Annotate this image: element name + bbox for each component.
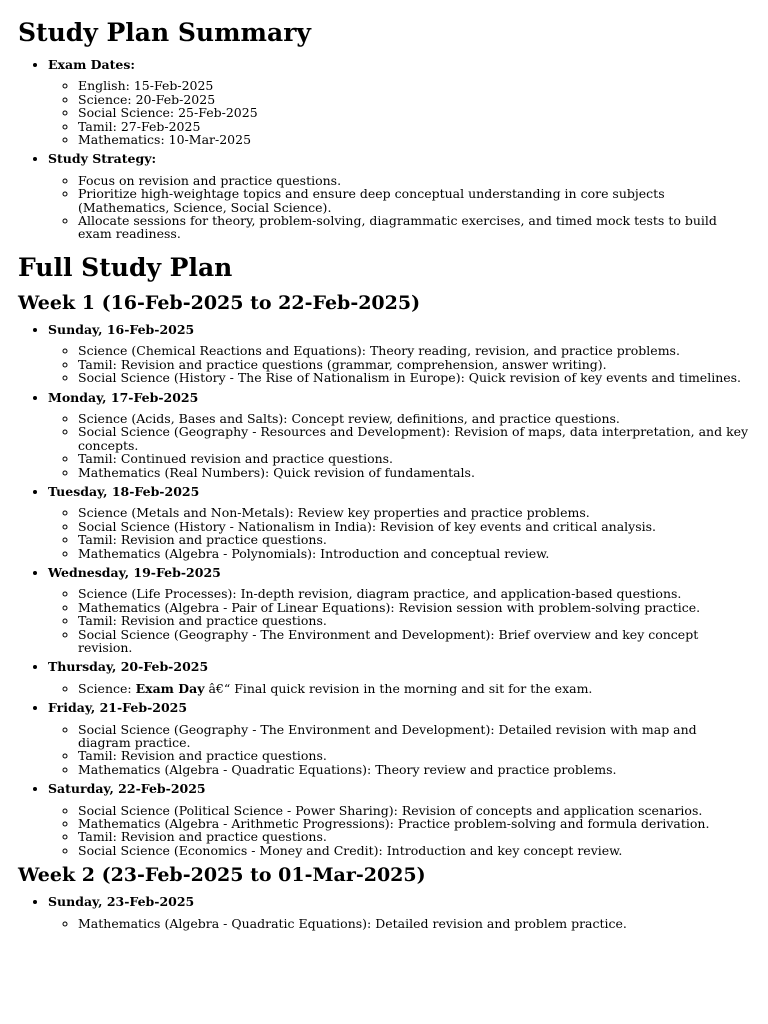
day-tasks (48, 682, 750, 695)
day-tasks (48, 917, 750, 930)
day-tuesday-18 (48, 485, 750, 560)
list-item: ◦ Tamil: Revision and practice questions. (78, 533, 750, 546)
day-friday-21 (48, 701, 750, 776)
day-saturday-22 (48, 782, 750, 857)
day-tasks (48, 412, 750, 479)
list-item: ◦ Science (Chemical Reactions and Equations): Theory reading, revision, and practice problems. (78, 344, 750, 357)
list-item: ◦ Tamil: Revision and practice questions (grammar, comprehension, answer writing). (78, 358, 750, 371)
exam-note: â€“ Final quick revision in the morning and sit for the exam. (204, 680, 593, 696)
list-item: ◦ Mathematics (Algebra - Quadratic Equations): Detailed revision and problem practice. (78, 917, 750, 930)
exam-dates-list (48, 79, 750, 146)
list-item: ◦ Focus on revision and practice questions. (78, 174, 750, 187)
list-item: ◦ Tamil: Revision and practice questions. (78, 749, 750, 762)
day-tasks (48, 506, 750, 560)
day-label: • Saturday, 22-Feb-2025 (48, 781, 206, 797)
list-item: ◦ Tamil: 27-Feb-2025 (78, 120, 750, 133)
list-item: ◦ Social Science (History - Nationalism in India): Revision of key events and critical analysis. (78, 520, 750, 533)
plan-title: Full Study Plan (18, 252, 233, 282)
strategy-label: • Study Strategy: (48, 151, 157, 167)
list-item: ◦ Social Science (Geography - Resources and Development): Revision of maps, data interpretation, and key concepts. (78, 425, 750, 452)
day-tasks (48, 587, 750, 654)
list-item: ◦ Social Science: 25-Feb-2025 (78, 106, 750, 119)
day-label: • Sunday, 23-Feb-2025 (48, 894, 195, 910)
list-item: ◦ Science (Metals and Non-Metals): Review key properties and practice problems. (78, 506, 750, 519)
day-wednesday-19 (48, 566, 750, 654)
list-item: ◦ Social Science (Political Science - Power Sharing): Revision of concepts and application scenarios. (78, 804, 750, 817)
list-item: ◦ Social Science (History - The Rise of Nationalism in Europe): Quick revision of key events and timelines. (78, 371, 750, 384)
list-item: ◦ Mathematics: 10-Mar-2025 (78, 133, 750, 146)
exam-day-label: Exam Day (135, 680, 205, 696)
list-item: ◦ Science: 20-Feb-2025 (78, 93, 750, 106)
day-label: • Sunday, 16-Feb-2025 (48, 321, 195, 337)
day-monday-17 (48, 391, 750, 479)
list-item: ◦ Science (Acids, Bases and Salts): Concept review, definitions, and practice questions. (78, 412, 750, 425)
day-label: • Friday, 21-Feb-2025 (48, 700, 188, 716)
list-item: ◦ English: 15-Feb-2025 (78, 79, 750, 92)
list-item: ◦ Science (Life Processes): In-depth revision, diagram practice, and application-based questions. (78, 587, 750, 600)
strategy-list (48, 174, 750, 241)
week2-days (18, 895, 750, 930)
day-tasks (48, 804, 750, 858)
exam-subject: Science: (78, 680, 136, 696)
day-label: • Monday, 17-Feb-2025 (48, 389, 199, 405)
day-thursday-20 (48, 660, 750, 695)
strategy-section (48, 152, 750, 240)
list-item: ◦ Tamil: Revision and practice questions. (78, 830, 750, 843)
day-label: • Thursday, 20-Feb-2025 (48, 659, 209, 675)
list-item: ◦ Mathematics (Real Numbers): Quick revision of fundamentals. (78, 466, 750, 479)
week1-days (18, 323, 750, 857)
day-label: • Wednesday, 19-Feb-2025 (48, 564, 221, 580)
list-item: ◦ Allocate sessions for theory, problem-solving, diagrammatic exercises, and timed mock tests to build exam readiness. (78, 214, 750, 241)
list-item (78, 682, 750, 695)
day-label: • Tuesday, 18-Feb-2025 (48, 483, 200, 499)
list-item: ◦ Mathematics (Algebra - Arithmetic Progressions): Practice problem-solving and formula derivation. (78, 817, 750, 830)
day-sunday-16 (48, 323, 750, 385)
week2-title: Week 2 (23-Feb-2025 to 01-Mar-2025) (18, 864, 426, 887)
exam-dates-label: • Exam Dates: (48, 57, 135, 72)
list-item: ◦ Mathematics (Algebra - Polynomials): Introduction and conceptual review. (78, 547, 750, 560)
day-tasks (48, 723, 750, 777)
list-item: ◦ Social Science (Geography - The Environment and Development): Brief overview and key concept revision. (78, 628, 750, 655)
list-item: ◦ Prioritize high-weightage topics and ensure deep conceptual understanding in core subjects (Mathematics, Science, Social Science). (78, 187, 750, 214)
summary-list (18, 58, 750, 241)
list-item: ◦ Tamil: Revision and practice questions. (78, 614, 750, 627)
list-item: ◦ Mathematics (Algebra - Pair of Linear Equations): Revision session with problem-solving practice. (78, 601, 750, 614)
list-item: ◦ Tamil: Continued revision and practice questions. (78, 452, 750, 465)
list-item: ◦ Mathematics (Algebra - Quadratic Equations): Theory review and practice problems. (78, 763, 750, 776)
week1-title: Week 1 (16-Feb-2025 to 22-Feb-2025) (18, 291, 421, 314)
summary-title: Study Plan Summary (18, 18, 311, 47)
list-item: ◦ Social Science (Geography - The Environment and Development): Detailed revision with map and diagram practice. (78, 723, 750, 750)
day-sunday-23 (48, 895, 750, 930)
day-tasks (48, 344, 750, 384)
list-item: ◦ Social Science (Economics - Money and Credit): Introduction and key concept review. (78, 844, 750, 857)
exam-dates-section (48, 58, 750, 146)
